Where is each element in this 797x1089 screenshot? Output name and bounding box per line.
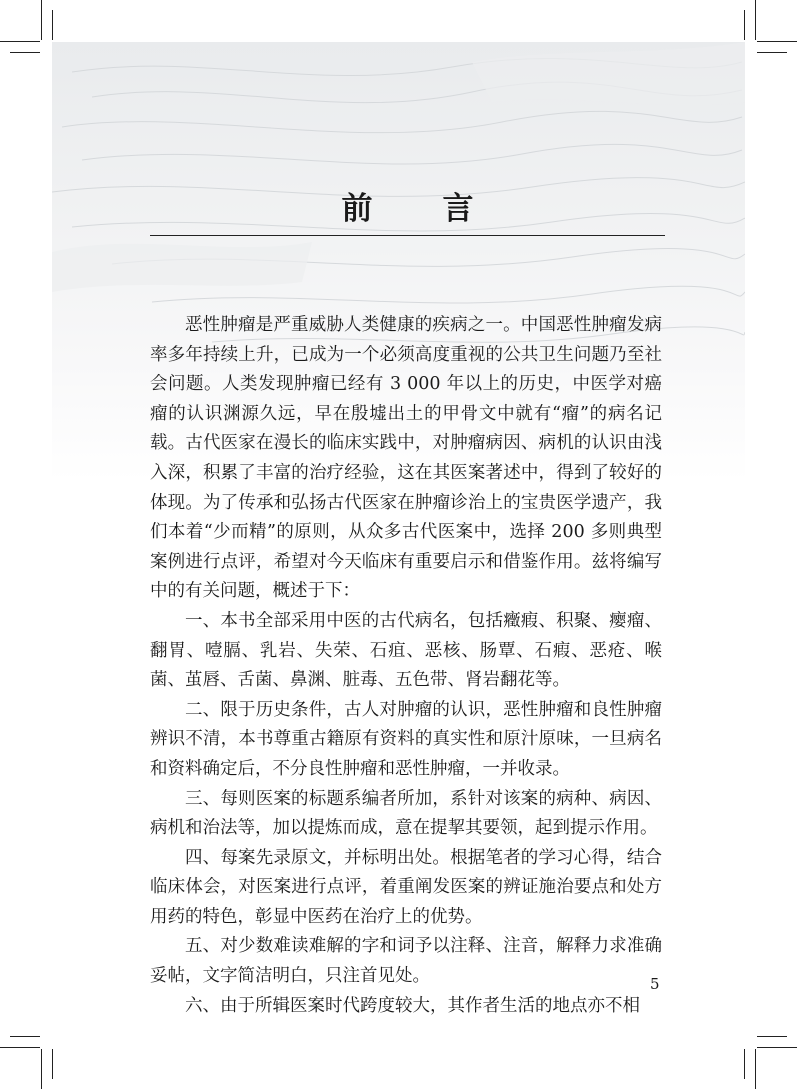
crop-mark-br-h bbox=[757, 1047, 797, 1048]
title-rule bbox=[150, 235, 665, 236]
crop-mark-tl-v2 bbox=[52, 10, 53, 40]
page-number: 5 bbox=[650, 975, 660, 993]
title-char-2: 言 bbox=[442, 190, 474, 227]
crop-mark-bl-v2 bbox=[52, 1049, 53, 1079]
paragraph-item-6: 六、由于所辑医案时代跨度较大，其作者生活的地点亦不相 bbox=[185, 995, 640, 1016]
crop-mark-tr-v bbox=[755, 0, 756, 40]
page-title bbox=[150, 183, 665, 227]
crop-mark-br-h2 bbox=[757, 1036, 787, 1037]
crop-mark-br-v bbox=[755, 1049, 756, 1089]
paragraph-item-4: 四、每案先录原文，并标明出处。根据笔者的学习心得，结合临床体会，对医案进行点评，着重阐发医案的辨证施治要点和处方用药的特色，彰显中医药在治疗上的优势。 bbox=[150, 847, 662, 927]
paragraph-item-5: 五、对少数难读难解的字和词予以注释、注音，解释力求准确妥帖，文字简洁明白，只注首见处。 bbox=[150, 936, 662, 987]
crop-mark-bl-h bbox=[0, 1047, 40, 1048]
crop-mark-bl-h2 bbox=[10, 1036, 40, 1037]
crop-mark-tl-v bbox=[41, 0, 42, 40]
crop-mark-tr-h2 bbox=[757, 52, 787, 53]
paragraph-item-2: 二、限于历史条件，古人对肿瘤的认识，恶性肿瘤和良性肿瘤辨识不清，本书尊重古籍原有资料的真实性和原汁原味，一旦病名和资料确定后，不分良性肿瘤和恶性肿瘤，一并收录。 bbox=[150, 699, 662, 779]
crop-mark-tr-h bbox=[757, 41, 797, 42]
title-char-1: 前 bbox=[341, 190, 373, 227]
preface-body bbox=[150, 311, 662, 1021]
crop-mark-tl-h2 bbox=[10, 52, 40, 53]
crop-mark-bl-v bbox=[41, 1049, 42, 1089]
paragraph-intro: 恶性肿瘤是严重威胁人类健康的疾病之一。中国恶性肿瘤发病率多年持续上升，已成为一个必须高度重视的公共卫生问题乃至社会问题。人类发现肿瘤已经有 3 000 年以上的历史，中医学对癌瘤的认识渊源久远，早在殷墟出土的甲骨文中就有“瘤”的病名记载。古代医家在漫长的临床实践中，对肿瘤病因、病机的认识由浅入深，积累了丰富的治疗经验，这在其医案著述中，得到了较好的体现。为了传承和弘扬古代医家在肿瘤诊治上的宝贵医学遗产，我们本着“少而精”的原则，从众多古代医案中，选择 200 多则典型案例进行点评，希望对今天临床有重要启示和借鉴作用。兹将编写中的有关问题，概述于下： bbox=[150, 315, 662, 602]
paragraph-item-1: 一、本书全部采用中医的古代病名，包括癥瘕、积聚、瘿瘤、翻胃、噎膈、乳岩、失荣、石疽、恶核、肠覃、石瘕、恶疮、喉菌、茧唇、舌菌、鼻渊、脏毒、五色带、肾岩翻花等。 bbox=[150, 610, 662, 691]
crop-mark-tr-v2 bbox=[744, 10, 745, 40]
crop-mark-br-v2 bbox=[744, 1049, 745, 1079]
crop-mark-tl-h bbox=[0, 41, 40, 42]
paragraph-item-3: 三、每则医案的标题系编者所加，系针对该案的病种、病因、病机和治法等，加以提炼而成，意在提挈其要领，起到提示作用。 bbox=[150, 788, 662, 839]
